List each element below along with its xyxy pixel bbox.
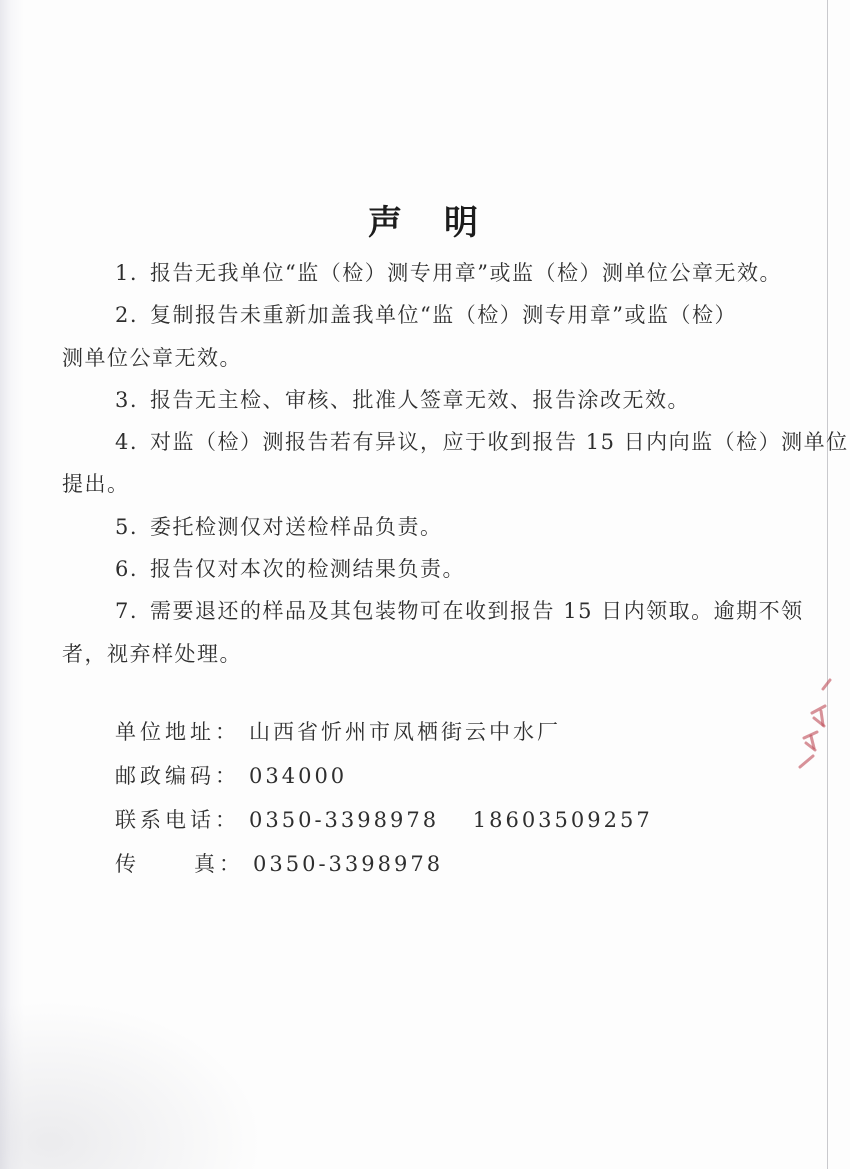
contact-value-phone: 0350-3398978 18603509257 xyxy=(249,807,653,832)
contact-value-address: 山西省忻州市凤栖街云中水厂 xyxy=(249,719,561,744)
statement-line: 测单位公章无效。 xyxy=(62,345,242,370)
statement-item-5 xyxy=(62,506,788,548)
red-stamp-partial xyxy=(796,675,838,785)
scan-noise-bottom-left xyxy=(0,989,280,1169)
statement-line: 2. 复制报告未重新加盖我单位“监（检）测专用章”或监（检） xyxy=(115,303,738,328)
statement-item-3 xyxy=(62,379,788,421)
statement-item-7 xyxy=(62,590,804,675)
statement-line: 6. 报告仅对本次的检测结果负责。 xyxy=(115,557,466,582)
contact-value-fax: 0350-3398978 xyxy=(253,851,444,876)
contact-row-phone xyxy=(115,798,788,842)
statement-line: 1. 报告无我单位“监（检）测专用章”或监（检）测单位公章无效。 xyxy=(115,261,783,285)
statement-item-2 xyxy=(62,294,788,379)
statement-items xyxy=(62,252,849,675)
statement-line: 7. 需要退还的样品及其包装物可在收到报告 15 日内领取。逾期不领 xyxy=(115,599,804,624)
statement-line: 提出。 xyxy=(62,472,130,497)
statement-item-1 xyxy=(62,252,788,294)
statement-line: 者，视弃样处理。 xyxy=(62,641,242,666)
statement-line: 4. 对监（检）测报告若有异议，应于收到报告 15 日内向监（检）测单位 xyxy=(115,430,849,455)
statement-line: 5. 委托检测仅对送检样品负责。 xyxy=(115,514,443,539)
contact-row-address xyxy=(115,710,788,754)
contact-value-postcode: 034000 xyxy=(249,763,348,788)
statement-item-6 xyxy=(62,548,788,590)
contact-label-fax: 传 真： xyxy=(115,851,244,876)
contact-label-address: 单位地址： xyxy=(115,719,240,744)
statement-title: 声 明 xyxy=(368,204,482,242)
paper-edge-line xyxy=(827,0,828,1169)
statement-item-4 xyxy=(62,421,849,506)
contact-label-phone: 联系电话： xyxy=(115,807,240,832)
contact-label-postcode: 邮政编码： xyxy=(115,763,240,788)
contact-row-fax xyxy=(115,842,788,886)
contact-block xyxy=(62,710,788,886)
document-content xyxy=(62,200,849,886)
contact-row-postcode xyxy=(115,754,788,798)
statement-line: 3. 报告无主检、审核、批准人签章无效、报告涂改无效。 xyxy=(115,387,691,412)
